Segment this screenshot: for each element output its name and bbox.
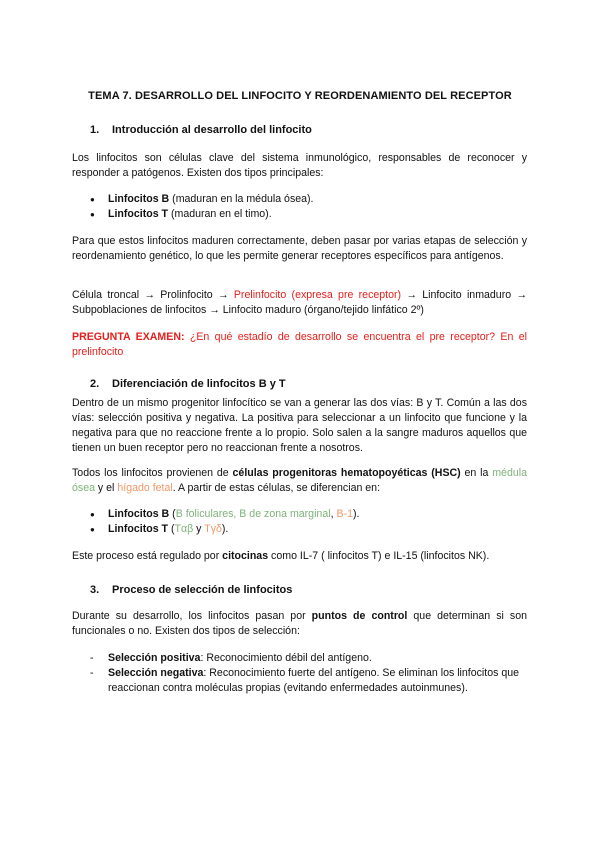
p2-text-d: . A partir de estas células, se diferencian en:	[172, 482, 381, 494]
reg-citocinas: citocinas	[222, 550, 269, 562]
dash-marker: -	[90, 667, 94, 679]
section-1-number: 1.	[90, 124, 100, 136]
exam-text: ¿En qué estadío de desarrollo se encuentra el pre receptor? En el prelinfocito	[72, 331, 528, 358]
bullet-b-bold: Linfocitos B	[108, 193, 170, 205]
section-1-bullet-list	[90, 192, 530, 222]
bullet-t-close: ).	[221, 523, 229, 535]
section-3-heading	[90, 584, 292, 596]
section-2-para-2	[72, 466, 527, 496]
p2-medula-osea: médula ósea	[72, 467, 527, 494]
document-title: TEMA 7. DESARROLLO DEL LINFOCITO Y REORDENAMIENTO DEL RECEPTOR	[88, 90, 512, 102]
selection-list	[90, 651, 530, 696]
bullet-linfocitos-t-types	[90, 522, 530, 537]
flow-part-b: → Linfocito inmaduro → Subpoblaciones de linfocitos → Linfocito maduro (órgano/tejido linfático 2º)	[72, 289, 527, 316]
bullet-b-1: B-1	[336, 508, 353, 520]
selection-positive-text: : Reconocimiento débil del antígeno.	[200, 652, 372, 664]
dash-marker: -	[90, 652, 94, 664]
reg-text-a: Este proceso está regulado por	[72, 550, 223, 562]
p2-higado-fetal: hígado fetal	[117, 482, 173, 494]
section-2-number: 2.	[90, 378, 100, 390]
section-2-title: Diferenciación de linfocitos B y T	[112, 378, 286, 390]
selection-negative-text: : Reconocimiento fuerte del antígeno. Se eliminan los linfocitos que reaccionan contra moléculas propias (evitando enfermedades autoinmunes).	[108, 667, 520, 694]
selection-positive	[90, 651, 530, 666]
bullet-t-alphabeta: Tαβ	[174, 523, 194, 535]
selection-negative-label: Selección negativa	[108, 667, 204, 679]
bullet-b-close: ).	[352, 508, 360, 520]
section-1-intro: Los linfocitos son células clave del sistema inmunológico, responsables de reconocer y responder a patógenos. Existen dos tipos principales:	[72, 152, 527, 179]
section-2-para-1: Dentro de un mismo progenitor linfocítico se van a generar las dos vías: B y T. Común a las dos vías: selección positiva y negativa. La positiva para seleccionar a un linfocito que funcione y la negativa para que no reaccione frente a lo propio. Solo salen a la sangre maduros aquellos que tienen un buen receptor pero no reaccionan frente a nosotros.	[72, 397, 527, 454]
section-3-para-1	[72, 609, 527, 639]
bullet-t-text: (maduran en el timo).	[168, 208, 272, 220]
bullet-b-open: (	[169, 508, 176, 520]
s3-text-b: que determinan si son funcionales o no. Existen dos tipos de selección:	[72, 610, 527, 637]
p2-text-b: en la	[460, 467, 493, 479]
exam-label: PREGUNTA EXAMEN:	[72, 331, 185, 343]
bullet-b-bold: Linfocitos B	[108, 508, 170, 520]
p2-text-c: y el	[94, 482, 118, 494]
section-3-title: Proceso de selección de linfocitos	[112, 584, 293, 596]
s3-puntos-control: puntos de control	[311, 610, 408, 622]
bullet-linfocitos-b	[90, 192, 530, 207]
flow-prelinfocito: Prelinfocito (expresa pre receptor)	[233, 289, 402, 301]
bullet-b-text: (maduran en la médula ósea).	[169, 193, 314, 205]
section-1-heading	[90, 124, 312, 136]
bullet-t-gammadelta: Tγδ	[204, 523, 222, 535]
exam-question	[72, 330, 527, 360]
bullet-b-foliculares: B foliculares, B de zona marginal	[175, 508, 331, 520]
p2-hsc: células progenitoras hematopoyéticas (HSC)	[232, 467, 461, 479]
bullet-b-sep: ,	[330, 508, 337, 520]
section-2-regulation	[72, 549, 527, 564]
bullet-t-bold: Linfocitos T	[108, 208, 169, 220]
bullet-t-open: (	[168, 523, 175, 535]
section-1-para-2: Para que estos linfocitos maduren correctamente, deben pasar por varias etapas de selección y reordenamiento genético, lo que les permite generar receptores específicos para antígenos.	[72, 235, 527, 262]
flow-part-a: Célula troncal → Prolinfocito →	[72, 289, 234, 301]
bullet-linfocitos-b-types	[90, 507, 530, 522]
bullet-t-and: y	[193, 523, 205, 535]
bullet-t-bold: Linfocitos T	[108, 523, 169, 535]
development-flow	[72, 288, 527, 318]
selection-positive-label: Selección positiva	[108, 652, 201, 664]
s3-text-a: Durante su desarrollo, los linfocitos pasan por	[72, 610, 312, 622]
reg-text-b: como IL-7 ( linfocitos T) e IL-15 (linfocitos NK).	[268, 550, 490, 562]
section-2-heading	[90, 378, 286, 390]
bullet-linfocitos-t	[90, 207, 530, 222]
section-1-title: Introducción al desarrollo del linfocito	[112, 124, 312, 136]
selection-negative	[90, 666, 530, 696]
section-3-number: 3.	[90, 584, 100, 596]
p2-text-a: Todos los linfocitos provienen de	[72, 467, 233, 479]
section-2-bullet-list	[90, 507, 530, 537]
